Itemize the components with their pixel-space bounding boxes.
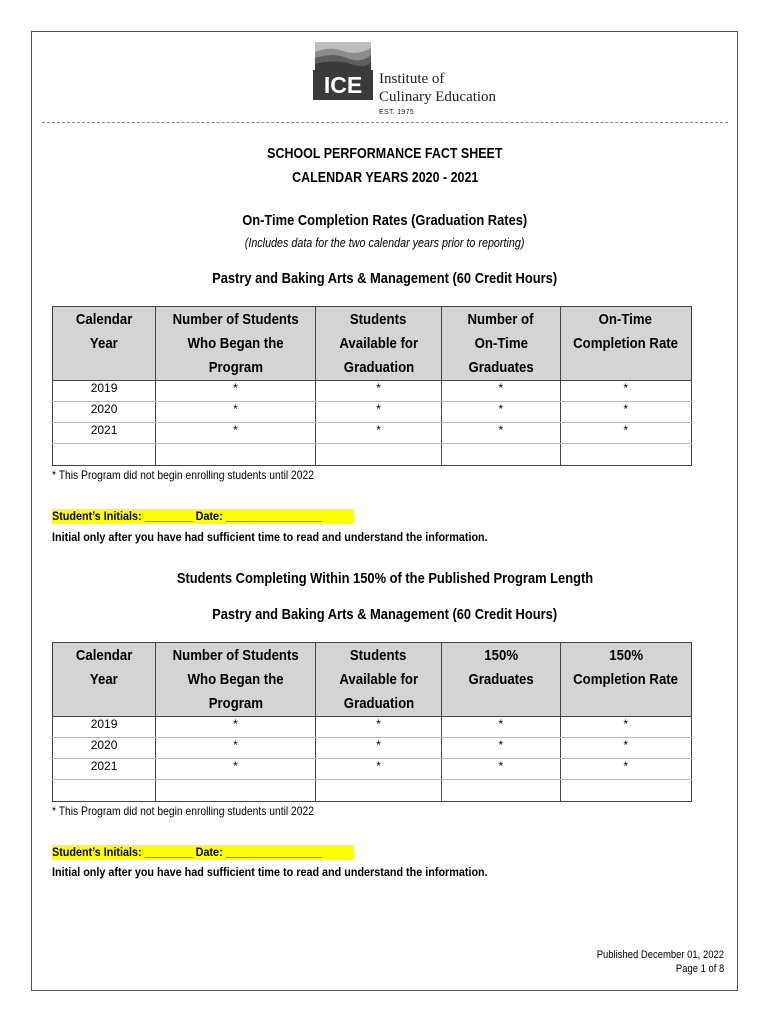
divider — [42, 122, 728, 123]
completion-rates-table — [52, 306, 692, 466]
logo-landscape-icon — [315, 42, 371, 70]
header-text: Number of Students — [172, 311, 299, 328]
header-text: Completion Rate — [573, 335, 679, 352]
t1-cell — [315, 444, 441, 466]
t2-cell: 2019 — [53, 717, 156, 738]
logo-est: EST. 1975 — [379, 109, 414, 116]
t1-cell: * — [315, 423, 441, 444]
t2-cell: * — [315, 738, 441, 759]
t1-cell — [53, 444, 156, 466]
footer-page: Page 1 of 8 — [675, 963, 724, 975]
section2-initials-field[interactable]: Student’s Initials: ________ Date: ________________ — [52, 845, 354, 860]
t2-cell: * — [560, 717, 691, 738]
header-text: Who Began the — [187, 671, 284, 688]
t2-cell: 2020 — [53, 738, 156, 759]
t1-cell — [442, 444, 560, 466]
t2-cell — [315, 780, 441, 802]
table-header-row — [53, 307, 692, 381]
table-row — [53, 444, 692, 466]
header-text: Program — [208, 695, 263, 712]
t1-cell: 2021 — [53, 423, 156, 444]
header-text: Completion Rate — [573, 671, 679, 688]
t1-header-2 — [315, 307, 441, 381]
t2-cell: * — [560, 759, 691, 780]
t2-cell — [442, 780, 560, 802]
section2-heading: Students Completing Within 150% of the Published Program Length — [176, 570, 594, 587]
header-text: Year — [90, 335, 119, 352]
t2-header-2 — [315, 643, 441, 717]
t1-cell: * — [315, 381, 441, 402]
header-text: Calendar — [75, 311, 133, 328]
header-text: Students — [350, 647, 407, 664]
t2-header-0 — [53, 643, 156, 717]
t2-cell: * — [442, 759, 560, 780]
header-text: Number of — [467, 311, 534, 328]
t1-cell: * — [442, 402, 560, 423]
header-text: Available for — [339, 671, 418, 688]
section1-program: Pastry and Baking Arts & Management (60 Credit Hours) — [212, 270, 558, 287]
header-text: Number of Students — [172, 647, 299, 664]
t1-cell — [156, 444, 316, 466]
t2-cell: * — [560, 738, 691, 759]
logo-abbr: ICE — [313, 70, 373, 100]
header-text: Graduates — [468, 671, 534, 688]
t1-header-1 — [156, 307, 316, 381]
t2-header-1 — [156, 643, 316, 717]
t1-cell: * — [156, 402, 316, 423]
t1-cell: 2020 — [53, 402, 156, 423]
title-line2: CALENDAR YEARS 2020 - 2021 — [291, 170, 479, 186]
section1-initials-field[interactable]: Student’s Initials: ________ Date: ________________ — [52, 509, 354, 524]
t1-header-0 — [53, 307, 156, 381]
header-text: Graduation — [343, 359, 414, 376]
table-row — [53, 738, 692, 759]
t2-cell — [560, 780, 691, 802]
t2-cell: * — [315, 759, 441, 780]
t1-cell: * — [442, 381, 560, 402]
header-text: Calendar — [75, 647, 133, 664]
table-row — [53, 717, 692, 738]
section1-heading: On-Time Completion Rates (Graduation Rates) — [242, 212, 528, 229]
t2-header-3 — [442, 643, 560, 717]
t1-cell — [560, 444, 691, 466]
header-text: Who Began the — [187, 335, 284, 352]
t2-cell: * — [156, 738, 316, 759]
t2-cell — [53, 780, 156, 802]
t1-cell: * — [442, 423, 560, 444]
t1-cell: 2019 — [53, 381, 156, 402]
t2-cell: * — [156, 717, 316, 738]
table-row — [53, 423, 692, 444]
logo-name: Institute of Culinary Education — [379, 71, 497, 105]
section1-subheading: (Includes data for the two calendar years prior to reporting) — [245, 236, 525, 250]
table-row — [53, 780, 692, 802]
header-text: 150% — [608, 647, 643, 664]
t1-header-4 — [560, 307, 691, 381]
title-line1: SCHOOL PERFORMANCE FACT SHEET — [267, 146, 503, 162]
t2-cell: * — [442, 738, 560, 759]
header-text: On-Time — [474, 335, 528, 352]
ice-logo — [313, 42, 513, 122]
footer-published: Published December 01, 2022 — [596, 949, 724, 961]
t2-header-4 — [560, 643, 691, 717]
header-text: Graduation — [343, 695, 414, 712]
table-row — [53, 402, 692, 423]
t1-cell: * — [156, 381, 316, 402]
completion-150-table — [52, 642, 692, 802]
header-text: Program — [208, 359, 263, 376]
t1-header-3 — [442, 307, 560, 381]
section1-note: * This Program did not begin enrolling students until 2022 — [52, 468, 314, 482]
header-text: Year — [90, 671, 119, 688]
t1-cell: * — [315, 402, 441, 423]
t1-cell: * — [156, 423, 316, 444]
header-text: 150% — [484, 647, 518, 664]
t2-cell: 2021 — [53, 759, 156, 780]
t2-cell — [156, 780, 316, 802]
header-text: Available for — [339, 335, 418, 352]
table-header-row — [53, 643, 692, 717]
table-row — [53, 759, 692, 780]
t2-cell: * — [315, 717, 441, 738]
table-row — [53, 381, 692, 402]
t1-cell: * — [560, 423, 691, 444]
t2-cell: * — [442, 717, 560, 738]
t2-cell: * — [156, 759, 316, 780]
section1-instruction: Initial only after you have had sufficient time to read and understand the information. — [52, 530, 488, 544]
header-text: On-Time — [599, 311, 653, 328]
t1-cell: * — [560, 381, 691, 402]
header-text: Graduates — [468, 359, 534, 376]
header-text: Students — [350, 311, 407, 328]
section2-instruction: Initial only after you have had sufficient time to read and understand the information. — [52, 865, 488, 879]
section2-note: * This Program did not begin enrolling students until 2022 — [52, 804, 314, 818]
t1-cell: * — [560, 402, 691, 423]
section2-program: Pastry and Baking Arts & Management (60 Credit Hours) — [212, 606, 558, 623]
